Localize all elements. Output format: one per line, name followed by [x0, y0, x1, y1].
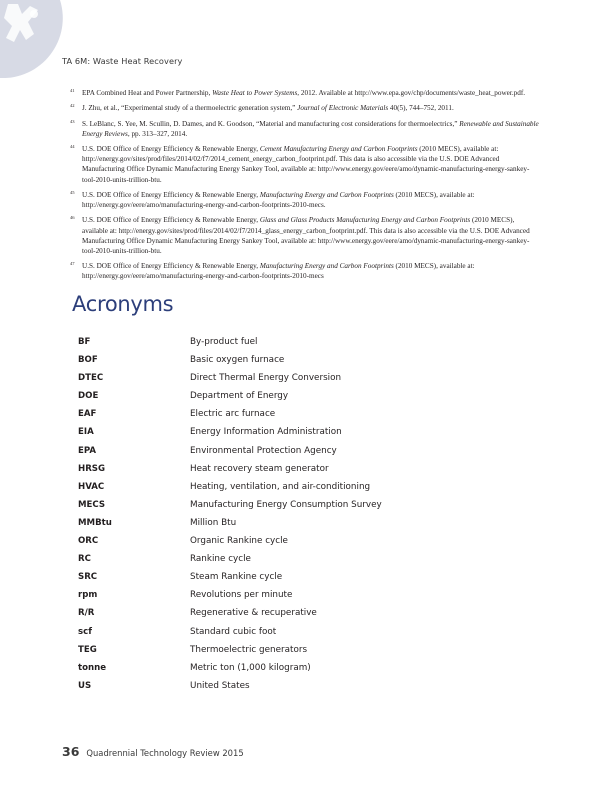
acronym-definition: Metric ton (1,000 kilogram): [190, 662, 311, 673]
acronym-row: [78, 570, 478, 588]
acronym-row: [78, 335, 478, 353]
acronym-row: [78, 425, 478, 443]
acronym-definition: Basic oxygen furnace: [190, 355, 285, 366]
footnote-title-text: Manufacturing Energy and Carbon Footprints: [259, 190, 394, 199]
acronym-row: [78, 679, 478, 697]
acronym-row: [78, 407, 478, 425]
acronym-row: [78, 498, 478, 516]
footnote: [70, 261, 542, 281]
acronym-row: [78, 588, 478, 606]
footnote: [70, 190, 542, 210]
corner-logo-icon: [0, 0, 72, 78]
acronym-definition: Thermoelectric generators: [190, 644, 308, 655]
footnote-text: EPA Combined Heat and Power Partnership,: [82, 89, 213, 97]
acronym-definition: Rankine cycle: [190, 554, 251, 565]
footnote-title-text: Waste Heat to Power Systems: [212, 89, 298, 97]
footnote-number: 45: [70, 189, 75, 195]
acronym-abbreviation: US: [78, 680, 92, 691]
acronym-abbreviation: MMBtu: [78, 517, 112, 528]
acronym-abbreviation: DOE: [78, 391, 99, 402]
footnote-text: S. LeBlanc, S. Yee, M. Scullin, D. Dames, and K. Goodson, “Material and manufacturing cost considerations for thermoelectrics,”: [82, 119, 460, 128]
section-title: Acronyms: [72, 292, 174, 316]
footnote-text: U.S. DOE Office of Energy Efficiency & Renewable Energy,: [82, 262, 260, 271]
footnote: [70, 119, 542, 139]
footnote-title-text: Cement Manufacturing Energy and Carbon Footprints: [259, 145, 418, 154]
acronym-row: [78, 389, 478, 407]
acronym-definition: Regenerative & recuperative: [190, 608, 317, 619]
acronym-row: [78, 643, 478, 661]
acronym-abbreviation: scf: [78, 626, 92, 637]
page-number: 36: [62, 744, 80, 759]
acronym-abbreviation: EIA: [78, 427, 94, 438]
acronym-definition: Steam Rankine cycle: [190, 572, 283, 583]
footnote-number: 41: [70, 88, 75, 93]
acronym-definition: Direct Thermal Energy Conversion: [190, 373, 342, 384]
acronym-abbreviation: HRSG: [78, 463, 106, 474]
footnote-text: (2010 MECS), available at: http://energy.gov/sites/prod/files/2014/02/f7/2014_cement_energy_carbon_footprint.pdf. This data is also accessible via the U.S. DOE Advanced Manufacturing Office Dynamic Manufacturing Energy Sankey Tool, available at: http://www.energy.gov/eere/amo/dynamic-manufacturing-energy-sankey-tool-2010-units-trillion-btu.: [82, 145, 530, 184]
acronym-abbreviation: HVAC: [78, 481, 105, 492]
footnote-number: 47: [70, 261, 75, 267]
footnote-text: 40(5), 744–752, 2011.: [388, 104, 454, 113]
acronym-row: [78, 516, 478, 534]
acronym-abbreviation: EAF: [78, 409, 97, 420]
footnote-text: U.S. DOE Office of Energy Efficiency & Renewable Energy,: [82, 145, 260, 154]
acronym-abbreviation: DTEC: [78, 373, 104, 384]
acronym-abbreviation: BF: [78, 337, 91, 347]
acronym-row: [78, 353, 478, 371]
footnote-text: (2010 MECS), available at: http://energy.gov/sites/prod/files/2014/02/f7/2014_glass_energy_carbon_footprint.pdf. This data is also accessible via the U.S. DOE Advanced Manufacturing Office Dynamic Manufacturing Energy Sankey Tool, available at: http://www.energy.gov/eere/amo/dynamic-manufacturing-energy-sankey-tool-2010-units-trillion-btu.: [82, 216, 530, 255]
acronym-definition: Revolutions per minute: [190, 590, 293, 601]
acronym-row: [78, 606, 478, 624]
acronym-abbreviation: ORC: [78, 536, 99, 547]
running-header: TA 6M: Waste Heat Recovery: [62, 56, 183, 66]
page-footer: [62, 744, 244, 759]
acronym-row: [78, 552, 478, 570]
footnote-title-text: Glass and Glass Products Manufacturing Energy and Carbon Footprints: [259, 216, 471, 225]
footnote: [70, 215, 542, 255]
acronym-definition: Million Btu: [190, 517, 237, 528]
acronym-abbreviation: MECS: [78, 499, 106, 510]
footnote-number: 43: [70, 118, 75, 124]
acronym-row: [78, 661, 478, 679]
footnote-text: J. Zhu, et al., “Experimental study of a thermoelectric generation system,”: [82, 104, 298, 113]
footnote-number: 42: [70, 103, 75, 109]
acronym-definition: Heat recovery steam generator: [190, 463, 329, 474]
acronym-row: [78, 480, 478, 498]
footnotes-list: [70, 88, 542, 287]
footnote: [70, 88, 542, 98]
footer-title: Quadrennial Technology Review 2015: [86, 748, 244, 758]
acronym-abbreviation: R/R: [78, 608, 95, 619]
acronym-row: [78, 625, 478, 643]
footnote-number: 46: [70, 215, 75, 221]
acronym-abbreviation: EPA: [78, 445, 97, 456]
footnote-title-text: Manufacturing Energy and Carbon Footprints: [259, 262, 394, 271]
footnote: [70, 103, 542, 113]
footnote-text: U.S. DOE Office of Energy Efficiency & Renewable Energy,: [82, 216, 260, 225]
acronym-definition: Environmental Protection Agency: [190, 445, 337, 456]
acronym-row: [78, 534, 478, 552]
footnote: [70, 144, 542, 184]
acronym-definition: Energy Information Administration: [190, 427, 342, 438]
acronym-definition: United States: [190, 680, 250, 691]
acronym-row: [78, 371, 478, 389]
footnote-number: 44: [70, 144, 75, 150]
acronym-table: [78, 335, 478, 697]
acronym-abbreviation: BOF: [78, 355, 98, 366]
acronym-row: [78, 462, 478, 480]
acronym-abbreviation: RC: [78, 554, 91, 565]
acronym-definition: Manufacturing Energy Consumption Survey: [190, 499, 382, 510]
acronym-definition: Heating, ventilation, and air-conditioning: [190, 481, 371, 492]
acronym-row: [78, 444, 478, 462]
acronym-definition: Department of Energy: [190, 391, 289, 402]
acronym-abbreviation: SRC: [78, 572, 98, 583]
acronym-definition: Standard cubic foot: [190, 626, 277, 637]
acronym-abbreviation: rpm: [78, 590, 98, 601]
footnote-text: , pp. 313–327, 2014.: [127, 129, 188, 138]
acronym-definition: Electric arc furnace: [190, 409, 276, 420]
footnote-text: , 2012. Available at http://www.epa.gov/chp/documents/waste_heat_power.pdf.: [297, 89, 526, 97]
footnote-text: (2010 MECS), available at: http://energy.gov/eere/amo/manufacturing-energy-and-carbon-footprints-2010-mecs.: [82, 190, 475, 210]
acronym-abbreviation: tonne: [78, 662, 107, 673]
footnote-title-text: Journal of Electronic Materials: [297, 104, 389, 113]
footnote-text: U.S. DOE Office of Energy Efficiency & Renewable Energy,: [82, 190, 260, 199]
acronym-definition: Organic Rankine cycle: [190, 536, 288, 547]
footnote-text: (2010 MECS), available at: http://energy.gov/eere/amo/manufacturing-energy-and-carbon-footprints-2010-mecs: [82, 262, 475, 281]
footnote-title-text: Renewable and Sustainable Energy Reviews: [82, 119, 539, 138]
acronym-definition: By-product fuel: [190, 337, 258, 347]
acronym-abbreviation: TEG: [78, 644, 97, 655]
